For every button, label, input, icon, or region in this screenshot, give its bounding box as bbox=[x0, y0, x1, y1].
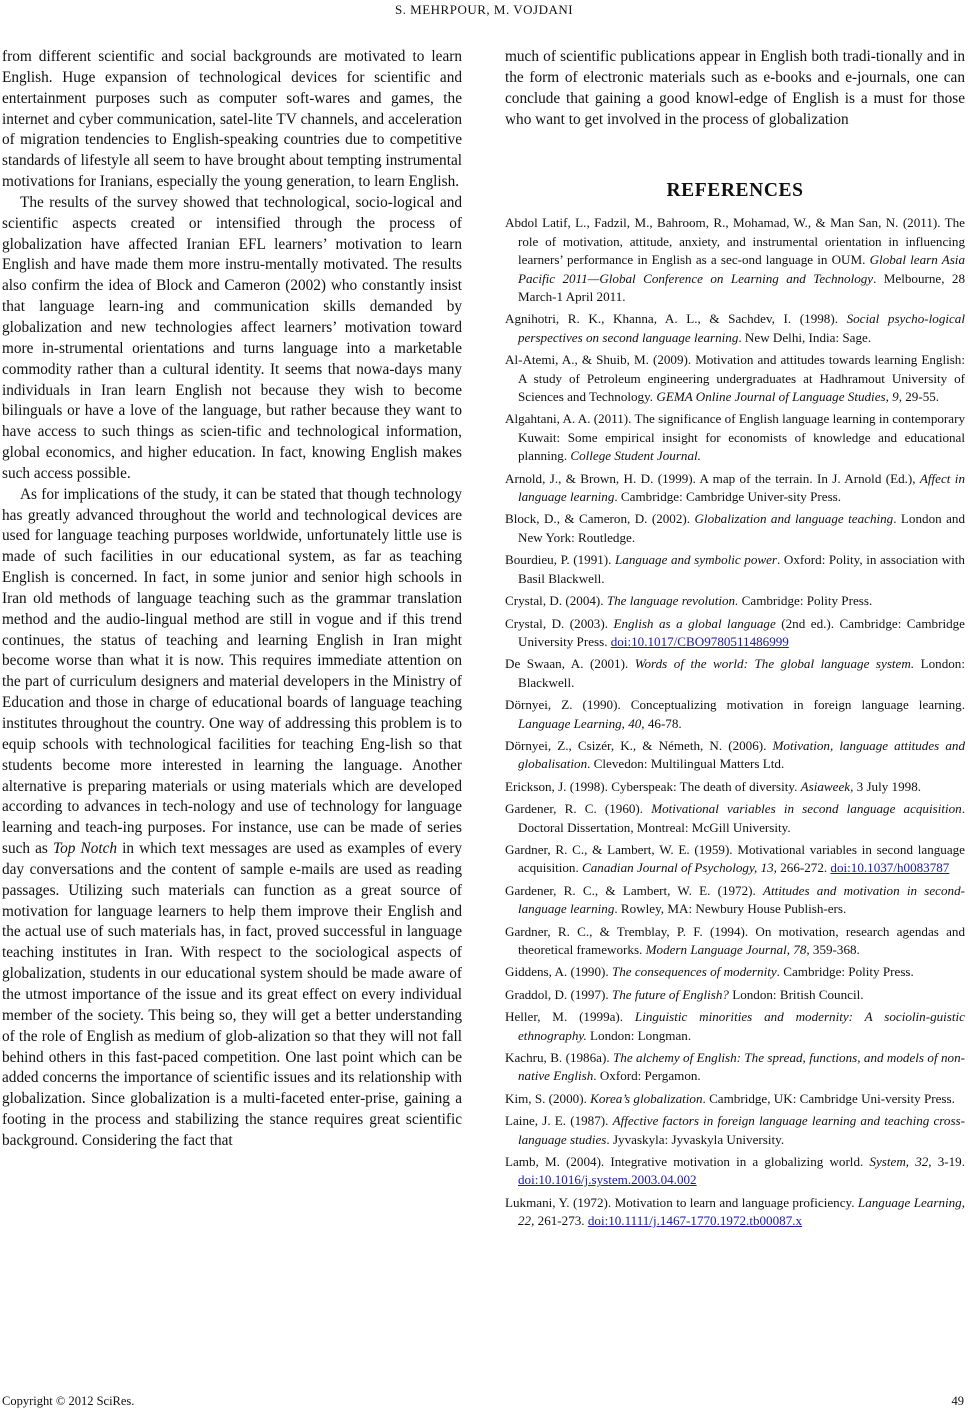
reference-text: Erickson, J. (1998). Cyberspeak: The death of diversity. bbox=[505, 778, 801, 794]
reference-entry bbox=[505, 696, 965, 733]
reference-text: Giddens, A. (1990). bbox=[505, 964, 612, 980]
doi-link[interactable]: doi:10.1037/h0083787 bbox=[830, 860, 950, 876]
reference-title: Canadian Journal of Psychology, 13, bbox=[582, 860, 777, 876]
reference-text: Bourdieu, P. (1991). bbox=[505, 552, 616, 568]
reference-title: Modern Language Journal, 78, bbox=[645, 942, 810, 957]
reference-entry bbox=[505, 510, 965, 547]
reference-title: The alchemy of English: The spread, functions, and models of non-native English bbox=[518, 1050, 965, 1084]
reference-text: Al-Atemi, A., & Shuib, M. (2009). Motivation and attitudes towards learning English: A study of Petroleum engineering undergraduates at Hadhramout University of Sciences and Technology. bbox=[505, 352, 965, 405]
reference-text: 359-368. bbox=[809, 942, 860, 957]
reference-entry bbox=[505, 923, 965, 960]
reference-title: GEMA Online Journal of Language Studies, 9, bbox=[656, 389, 902, 405]
right-column bbox=[505, 47, 965, 1235]
doi-link[interactable]: doi:10.1017/CBO9780511486999 bbox=[610, 633, 789, 649]
reference-entry bbox=[505, 1090, 965, 1108]
reference-text: Dörnyei, Z., Csizér, K., & Németh, N. (2006). bbox=[505, 737, 773, 753]
reference-text: Laine, J. E. (1987). bbox=[505, 1113, 613, 1129]
reference-title: Asiaweek bbox=[800, 778, 851, 794]
doi-link[interactable]: doi:10.1111/j.1467-1770.1972.tb00087.x bbox=[587, 1213, 803, 1229]
reference-text: 46-78. bbox=[644, 715, 682, 731]
reference-text: Gardner, R. C., & Lambert, W. E. (1959). Motivational variables in second language acquisition. bbox=[505, 841, 965, 876]
paragraph: The results of the survey showed that technological, socio-logical and scientific aspects created or intensified through the process of globalization have affected Iranian EFL learners’ motivation to learn English and have made them more instru-mentally motivated. The results also confirm the idea of Block and Cameron (2002) who constantly insist that language learn-ing and communication skills demanded by globalization and new technologies affect learners’ motivation toward more in-strumental orientations and turns language into a marketable commodity rather than a cultural identity. It seems that nowa-days many individuals in Iran learn English not because they wish to become bilinguals or have a love of the language, but rather because they want to have access to such things as scien-tific and technological information, global economics, and higher education. In fact, knowing English makes such access possible. bbox=[2, 193, 462, 482]
reference-title: Language Learning, 22, bbox=[518, 1194, 965, 1229]
reference-text: Crystal, D. (2004). bbox=[505, 593, 607, 609]
reference-entry bbox=[505, 1049, 965, 1086]
reference-entry bbox=[505, 655, 965, 692]
reference-entry bbox=[505, 737, 965, 774]
reference-text: London: British Council. bbox=[728, 986, 864, 1002]
reference-title: Language Learning, 40, bbox=[518, 715, 645, 731]
reference-entry bbox=[505, 1112, 965, 1149]
reference-title: The consequences of modernity bbox=[611, 964, 777, 980]
reference-text: London: Longman. bbox=[586, 1027, 692, 1043]
left-column bbox=[2, 47, 462, 1152]
reference-title: Social psycho-logical perspectives on second language learning bbox=[518, 311, 965, 345]
reference-entry bbox=[505, 410, 965, 465]
reference-entry bbox=[505, 551, 965, 588]
reference-text: Algahtani, A. A. (2011). The significance of English language learning in contemporary Kuwait: Some empirical insight for economists of knowledge and educational planning. bbox=[505, 411, 965, 464]
reference-entry bbox=[505, 1153, 965, 1190]
reference-text: Crystal, D. (2003). bbox=[505, 615, 614, 631]
reference-text: Lamb, M. (2004). Integrative motivation in a globalizing world. bbox=[505, 1154, 870, 1170]
reference-text: . Melbourne, 28 March-1 April 2011. bbox=[518, 270, 965, 304]
reference-text: Abdol Latif, L., Fadzil, M., Bahroom, R., Mohamad, W., & Man San, N. (2011). The role of motivation, attitude, anxiety, and instrumental orientation in influencing learners’ performance in English as a sec-ond language in OUM. bbox=[505, 215, 965, 268]
reference-entry bbox=[505, 214, 965, 306]
reference-text: Agnihotri, R. K., Khanna, A. L., & Sachdev, I. (1998). bbox=[505, 311, 847, 327]
reference-title: Affect in language learning bbox=[518, 470, 965, 505]
reference-title: Language and symbolic power bbox=[615, 552, 778, 568]
reference-text: 261-273. bbox=[534, 1213, 588, 1229]
reference-text: Cambridge: Polity Press. bbox=[738, 593, 873, 609]
reference-entry bbox=[505, 592, 965, 610]
reference-entry bbox=[505, 778, 965, 796]
reference-text: . Oxford: Polity, in association with Basil Blackwell. bbox=[518, 552, 965, 586]
reference-list bbox=[505, 214, 965, 1230]
reference-text: London: Blackwell. bbox=[518, 656, 965, 690]
reference-text: 266-272. bbox=[776, 860, 831, 876]
reference-title: Korea’s globalization bbox=[590, 1090, 703, 1106]
references-heading: REFERENCES bbox=[666, 180, 804, 202]
reference-text: Graddol, D. (1997). bbox=[505, 986, 612, 1002]
reference-text: . Jyvaskyla: Jyvaskyla University. bbox=[606, 1131, 785, 1147]
doi-link[interactable]: doi:10.1016/j.system.2003.04.002 bbox=[518, 1172, 697, 1188]
reference-title: Attitudes and motivation in second-language learning bbox=[518, 882, 965, 917]
reference-text: . Cambridge, UK: Cambridge Uni-versity Press. bbox=[702, 1090, 955, 1106]
reference-text: Lukmani, Y. (1972). Motivation to learn and language proficiency. bbox=[505, 1194, 858, 1210]
reference-text: Block, D., & Cameron, D. (2002). bbox=[505, 511, 695, 527]
reference-text: De Swaan, A. (2001). bbox=[505, 656, 635, 672]
reference-entry bbox=[505, 1194, 965, 1231]
reference-title: Words of the world: The global language system. bbox=[634, 656, 915, 672]
page-number: 49 bbox=[951, 1394, 964, 1408]
reference-title: Globalization and language teaching bbox=[694, 511, 894, 527]
reference-entry bbox=[505, 470, 965, 507]
reference-entry bbox=[505, 841, 965, 878]
reference-entry bbox=[505, 882, 965, 919]
reference-text: . Oxford: Pergamon. bbox=[593, 1068, 701, 1084]
reference-title: Motivational variables in second language acquisition bbox=[651, 801, 962, 817]
italic-term: Top Notch bbox=[53, 840, 118, 858]
reference-title: System, 32, bbox=[869, 1154, 932, 1170]
reference-text: Kim, S. (2000). bbox=[505, 1090, 591, 1106]
copyright-notice: Copyright © 2012 SciRes. bbox=[2, 1394, 135, 1408]
reference-entry bbox=[505, 310, 965, 347]
reference-title: The language revolution. bbox=[606, 593, 739, 609]
reference-text: 3-19. bbox=[931, 1154, 965, 1170]
reference-text: . Clevedon: Multilingual Matters Ltd. bbox=[587, 756, 785, 772]
reference-title: Affective factors in foreign language learning and teaching cross-language studies bbox=[518, 1113, 965, 1147]
reference-title: English as a global language bbox=[613, 615, 776, 631]
reference-text: Dörnyei, Z. (1990). Conceptualizing motivation in foreign language learning. bbox=[505, 697, 965, 713]
reference-entry bbox=[505, 351, 965, 406]
reference-text: . New Delhi, India: Sage. bbox=[738, 329, 872, 345]
reference-text: Gardener, R. C. (1960). bbox=[505, 801, 652, 817]
reference-text: Gardner, R. C., & Tremblay, P. F. (1994). On motivation, research agendas and theoretical frameworks. bbox=[505, 923, 965, 957]
reference-entry bbox=[505, 800, 965, 837]
paragraph-text: in which text messages are used as examples of every day conversations and the content of sample e-mails are used as reading passages. Utilizing such materials can function as a great source of motivation for language learners to help them improve their English and the actual use of such materials has, in fact, proved successful in language teaching institutes in Iran. With respect to the sociological aspects of globalization, students in our educational system should be made aware of the utmost importance of the issue and its great effect on every individual member of the society. This being so, they will get a better understanding of the role of English as medium of glob-alization so that they will not fall behind others in this fast-paced competition. One last point which can be added concerns the importance of scientific issues and its relationship with globalization. Since globalization is a multi-faceted enter-prise, gaining a footing in the process and stabilizing the stance requires great scientific background. Considering the fact that bbox=[2, 840, 463, 1149]
running-head: S. MEHRPOUR, M. VOJDANI bbox=[394, 2, 574, 17]
reference-title: Motivation, language attitudes and globalisation bbox=[518, 737, 966, 772]
reference-text: . Doctoral Dissertation, Montreal: McGill University. bbox=[518, 801, 965, 835]
reference-title: Global learn Asia Pacific 2011—Global Conference on Learning and Technology bbox=[518, 252, 965, 286]
paragraph bbox=[2, 485, 462, 1152]
reference-text: (2nd ed.). Cambridge: Cambridge University Press. bbox=[518, 615, 965, 649]
reference-text: Gardener, R. C., & Lambert, W. E. (1972). bbox=[505, 882, 763, 898]
reference-text: . London and New York: Routledge. bbox=[518, 511, 965, 545]
reference-entry bbox=[505, 963, 965, 981]
reference-entry bbox=[505, 615, 965, 652]
reference-text: Kachru, B. (1986a). bbox=[505, 1050, 613, 1066]
reference-title: College Student Journal. bbox=[570, 448, 701, 464]
reference-title: Linguistic minorities and modernity: A sociolin-guistic ethnography. bbox=[518, 1009, 965, 1043]
reference-text: 29-55. bbox=[901, 389, 940, 405]
reference-title: The future of English? bbox=[611, 986, 729, 1002]
paragraph: from different scientific and social backgrounds are motivated to learn English. Huge expansion of technological devices for scientific and entertainment purposes such as computer soft-wares and games, the internet and cyber communication, satel-lite TV channels, and acceleration of migration tendencies to English-speaking countries due to competitive standards of lifestyle all seem to have brought about tempting instrumental motivations for Iranians, especially the young generation, to learn English. bbox=[2, 48, 462, 191]
reference-text: . Cambridge: Cambridge Univer-sity Press. bbox=[614, 489, 842, 505]
reference-text: Heller, M. (1999a). bbox=[505, 1009, 635, 1025]
paragraph-text: As for implications of the study, it can be stated that though technology has greatly advanced throughout the world and technological devices are used for language teaching purposes worldwide, unfortunately little use is made of such facilities in our educational system, as far as teaching English is concerned. In fact, in some junior and senior high schools in Iran old methods of language teaching such as the grammar translation method and the audio-lingual method are still in vogue and if this trend continues, the status of teaching and learning English in Iran might become worse than what it is now. This requires immediate attention on the part of curriculum designers and material developers in the Ministry of Education and those in charge of educational boards of language teaching institutes throughout the country. One way of addressing this problem is to equip schools with technological facilities for teaching Eng-lish so that students become more interested in learning the language. Another alternative is preparing materials or using materials which are developed according to advances in tech-nology and use of technology for language learning and teach-ing purposes. For instance, use can be made of series such as bbox=[2, 485, 462, 858]
reference-entry bbox=[505, 986, 965, 1004]
reference-text: . Rowley, MA: Newbury House Publish-ers. bbox=[614, 901, 847, 917]
reference-text: Arnold, J., & Brown, H. D. (1999). A map of the terrain. In J. Arnold (Ed.), bbox=[505, 470, 920, 486]
reference-entry bbox=[505, 1008, 965, 1045]
reference-text: , 3 July 1998. bbox=[850, 778, 922, 794]
paragraph: much of scientific publications appear in English both tradi-tionally and in the form of electronic materials such as e-books and e-journals, one can conclude that gaining a good knowl-edge of English is a must for those who want to get involved in the process of globalization bbox=[505, 48, 965, 128]
reference-text: . Cambridge: Polity Press. bbox=[776, 964, 914, 980]
